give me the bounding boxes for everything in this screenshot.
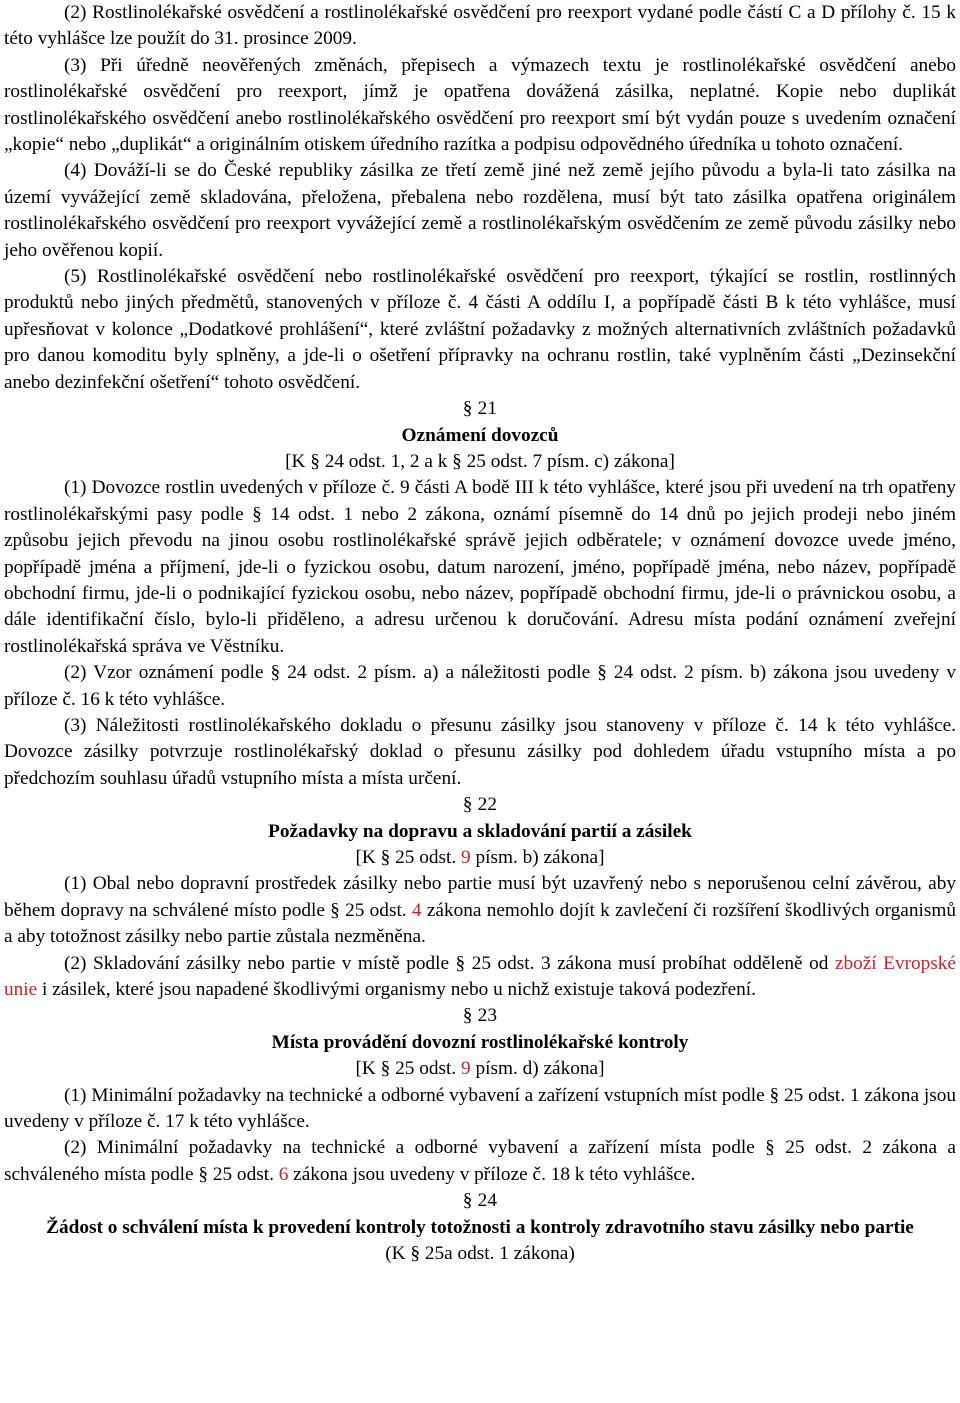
amended-link[interactable]: zboží Evropské unie	[4, 952, 956, 1001]
reference-text: (K § 25a odst. 1 zákona)	[385, 1243, 575, 1265]
paragraph-text: (2) Minimální požadavky na technické a odborné vybavení a zařízení místa podle § 25 odst. 2 zákona a schváleného místa podle § 25 odst.	[4, 1137, 956, 1185]
reference-text: [K § 25 odst.	[355, 1058, 461, 1080]
paragraph-21-1: (1) Dovozce rostlin uvedených v příloze č. 9 části A bodě III k této vyhlášce, které jsou při uvedení na trh opatřeny rostlinolékařskými pasy podle § 14 odst. 1 nebo 2 zákona, oznámí písemně do 14 dnů po jejich prodeji nebo jiném způsobu jejich převodu na jinou osobu rostlinolékařské správě jejich odběratele; v oznámení dovozce uvede jméno, popřípadě jména a příjmení, jde-li o fyzickou osobu, datum narození, jméno, popřípadě jména, nebo název, popřípadě obchodní firmu, jde-li o podnikající fyzickou osobu, nebo název, popřípadě obchodní firmu, jde-li o právnickou osobu, a dále identifikační číslo, bylo-li přiděleno, a adresu určenou k doručování. Adresu místa podání oznámení zveřejní rostlinolékařská správa ve Věstníku.	[4, 477, 956, 657]
reference-text: písm. b) zákona]	[470, 847, 605, 868]
section-reference-21	[4, 449, 956, 475]
section-heading-21: Oznámení dovozců	[401, 424, 559, 446]
section-reference-24	[4, 1241, 956, 1267]
paragraph-21-3: (3) Náležitosti rostlinolékařského dokladu o přesunu zásilky jsou stanoveny v příloze č. 14 k této vyhlášce. Dovozce zásilky potvrzuje rostlinolékařský doklad o přesunu zásilky pod dohledem úřadu vstupního místa a po předchozím souhlasu úřadů vstupního místa a místa určení.	[4, 714, 956, 789]
paragraph-21-2: (2) Vzor oznámení podle § 24 odst. 2 písm. a) a náležitosti podle § 24 odst. 2 písm. b) zákona jsou uvedeny v příloze č. 16 k této vyhlášce.	[4, 662, 956, 710]
amended-link[interactable]: 9	[461, 1058, 471, 1080]
section-heading-22: Požadavky na dopravu a skladování partií a zásilek	[268, 820, 692, 842]
section-heading-24: Žádost o schválení místa k provedení kontroly totožnosti a kontroly zdravotního stavu zásilky nebo partie	[46, 1216, 914, 1238]
paragraph-4-reexport: (4) Dováží-li se do České republiky zásilka ze třetí země jiné než země jejího původu a byla-li tato zásilka na území vyvážející země skladována, přeložena, přebalena nebo rozdělena, musí být tato zásilka opatřena originálem rostlinolékařského osvědčení pro reexport vyvážející země a rostlinolékařským osvědčením ze země původu zásilky nebo jeho ověřenou kopií.	[4, 160, 956, 261]
reference-text: [K § 25 odst.	[355, 847, 461, 868]
paragraph-text: zákona jsou uvedeny v příloze č. 18 k této vyhlášce.	[288, 1163, 696, 1185]
paragraph-22-1	[4, 871, 956, 950]
amended-link[interactable]: 6	[278, 1163, 289, 1185]
section-number-24: § 24	[462, 1190, 498, 1212]
paragraph-23-2	[4, 1135, 956, 1188]
paragraph-23-1: (1) Minimální požadavky na technické a odborné vybavení a zařízení vstupních míst podle § 25 odst. 1 zákona jsou uvedeny v příloze č. 17 k této vyhlášce.	[4, 1084, 956, 1133]
paragraph-text: (2) Skladování zásilky nebo partie v místě podle § 25 odst. 3 zákona musí probíhat odděleně od	[64, 952, 835, 974]
paragraph-2-certificates: (2) Rostlinolékařské osvědčení a rostlinolékařské osvědčení pro reexport vydané podle částí C a D přílohy č. 15 k této vyhlášce lze použít do 31. prosince 2009.	[4, 2, 956, 50]
section-reference-23	[4, 1056, 956, 1082]
section-number-23: § 23	[462, 1005, 498, 1027]
reference-text: písm. d) zákona]	[470, 1058, 605, 1080]
section-heading-23: Místa provádění dovozní rostlinolékařské kontroly	[271, 1031, 689, 1053]
amended-link[interactable]: 4	[411, 899, 422, 921]
section-number-21: § 21	[462, 398, 498, 420]
paragraph-text: (1) Obal nebo dopravní prostředek zásilky nebo partie musí být uzavřený nebo s neporušenou celní závěrou, aby během dopravy na schválené místo podle § 25 odst.	[4, 873, 956, 921]
paragraph-text: i zásilek, které jsou napadené škodlivými organismy nebo u nichž existuje taková podezření.	[37, 979, 756, 1001]
paragraph-22-2	[4, 951, 956, 1004]
paragraph-text: zákona nemohlo dojít k zavlečení či rozšíření škodlivých organismů a aby totožnost zásilky nebo partie zůstala nezměněna.	[4, 899, 956, 948]
document-page	[4, 0, 956, 1268]
paragraph-3-invalid-certificate: (3) Při úředně neověřených změnách, přepisech a výmazech textu je rostlinolékařské osvědčení anebo rostlinolékařské osvědčení pro reexport, jímž je opatřena dovážená zásilka, neplatné. Kopie nebo duplikát rostlinolékařského osvědčení anebo rostlinolékařského osvědčení pro reexport smí být vydán pouze s uvedením označení „kopie“ nebo „duplikát“ a originálním otiskem úředního razítka a podpisu odpovědného úředníka u tohoto označení.	[4, 54, 956, 156]
reference-text: [K § 24 odst. 1, 2 a k § 25 odst. 7 písm. c) zákona]	[285, 450, 675, 472]
section-number-22: § 22	[462, 794, 498, 816]
amended-link[interactable]: 9	[461, 847, 471, 868]
section-reference-22	[4, 845, 956, 871]
paragraph-5-additional-declaration: (5) Rostlinolékařské osvědčení nebo rostlinolékařské osvědčení pro reexport, týkající se rostlin, rostlinných produktů nebo jiných předmětů, stanovených v příloze č. 4 části A oddílu I, a popřípadě části B k této vyhlášce, musí upřesňovat v kolonce „Dodatkové prohlášení“, které zvláštní požadavky z možných alternativních zvláštních požadavků pro danou komoditu byly splněny, a jde-li o ošetření přípravky na ochranu rostlin, také vyplněním části „Dezinsekční anebo dezinfekční ošetření“ tohoto osvědčení.	[4, 266, 956, 393]
